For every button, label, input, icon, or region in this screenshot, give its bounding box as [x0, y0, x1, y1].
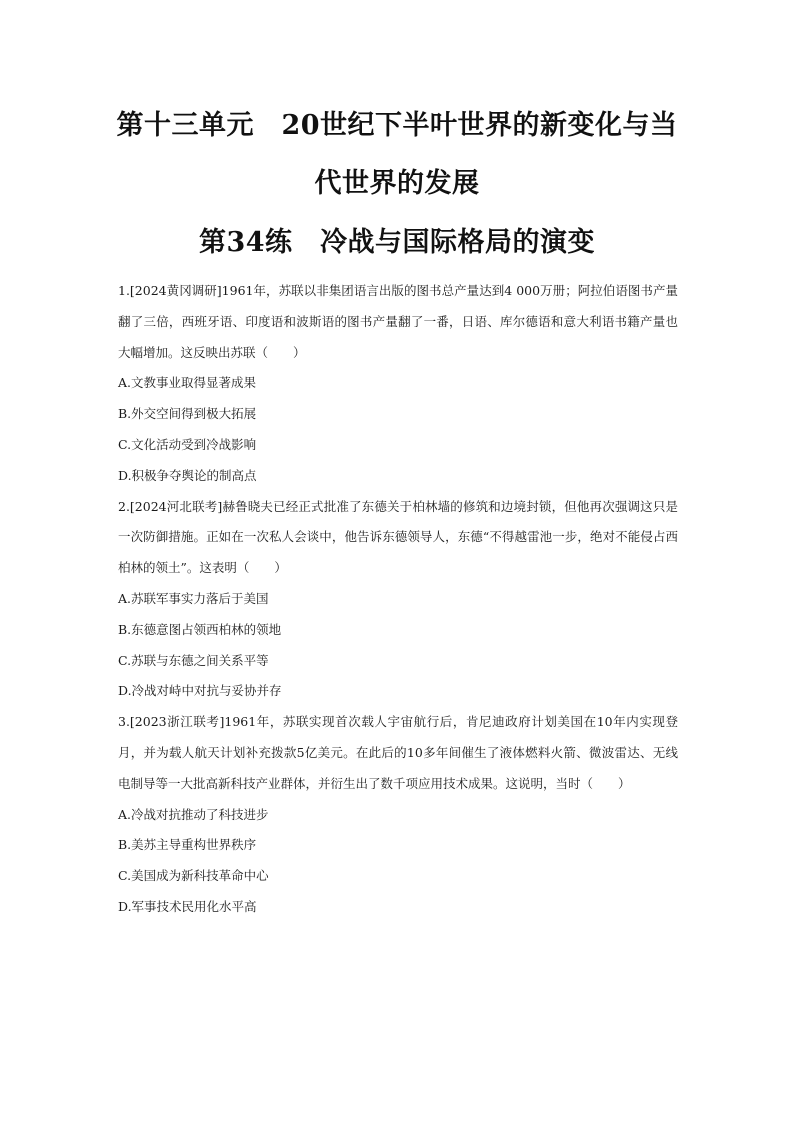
- option-d: D.军事技术民用化水平高: [118, 898, 257, 914]
- option-c: C.苏联与东德之间关系平等: [118, 652, 269, 668]
- question-2: [118, 492, 678, 708]
- option-a: A.苏联军事实力落后于美国: [118, 590, 269, 606]
- option-d: D.冷战对峙中对抗与妥协并存: [118, 683, 282, 699]
- question-list: [118, 276, 678, 923]
- option-a: A.冷战对抗推动了科技进步: [118, 806, 269, 822]
- lesson-title: 第34练 冷战与国际格局的演变: [198, 227, 596, 258]
- question-3: [118, 707, 678, 923]
- option-c: C.文化活动受到冷战影响: [118, 436, 257, 452]
- unit-title: 第十三单元 20世纪下半叶世界的新变化与当: [116, 110, 678, 141]
- question-1: [118, 276, 678, 492]
- option-b: B.东德意图占领西柏林的领地: [118, 621, 282, 637]
- option-d: D.积极争夺舆论的制高点: [118, 467, 257, 483]
- option-a: A.文教事业取得显著成果: [118, 375, 257, 391]
- question-stem: 1.[2024黄冈调研]1961年，苏联以非集团语言出版的图书总产量达到4 000万册；阿拉伯语图书产量翻了三倍，西班牙语、印度语和波斯语的图书产量翻了一番，日语、库尔德语和意大利语书籍产量也大幅增加。这反映出苏联（ ）: [118, 283, 678, 360]
- option-b: B.美苏主导重构世界秩序: [118, 837, 257, 853]
- option-c: C.美国成为新科技革命中心: [118, 868, 269, 884]
- question-stem: 3.[2023浙江联考]1961年，苏联实现首次载人宇宙航行后，肯尼迪政府计划美国在10年内实现登月，并为载人航天计划补充拨款5亿美元。在此后的10多年间催生了液体燃料火箭、微波雷达、无线电制导等一大批高新科技产业群体，并衍生出了数千项应用技术成果。这说明，当时（ ）: [118, 714, 678, 791]
- question-stem: 2.[2024河北联考]赫鲁晓夫已经正式批准了东德关于柏林墙的修筑和边境封锁，但他再次强调这只是一次防御措施。正如在一次私人会谈中，他告诉东德领导人，东德“不得越雷池一步，绝对不能侵占西柏林的领土”。这表明（ ）: [118, 498, 678, 576]
- unit-title-continued: 代世界的发展: [314, 168, 480, 199]
- option-b: B.外交空间得到极大拓展: [118, 406, 257, 422]
